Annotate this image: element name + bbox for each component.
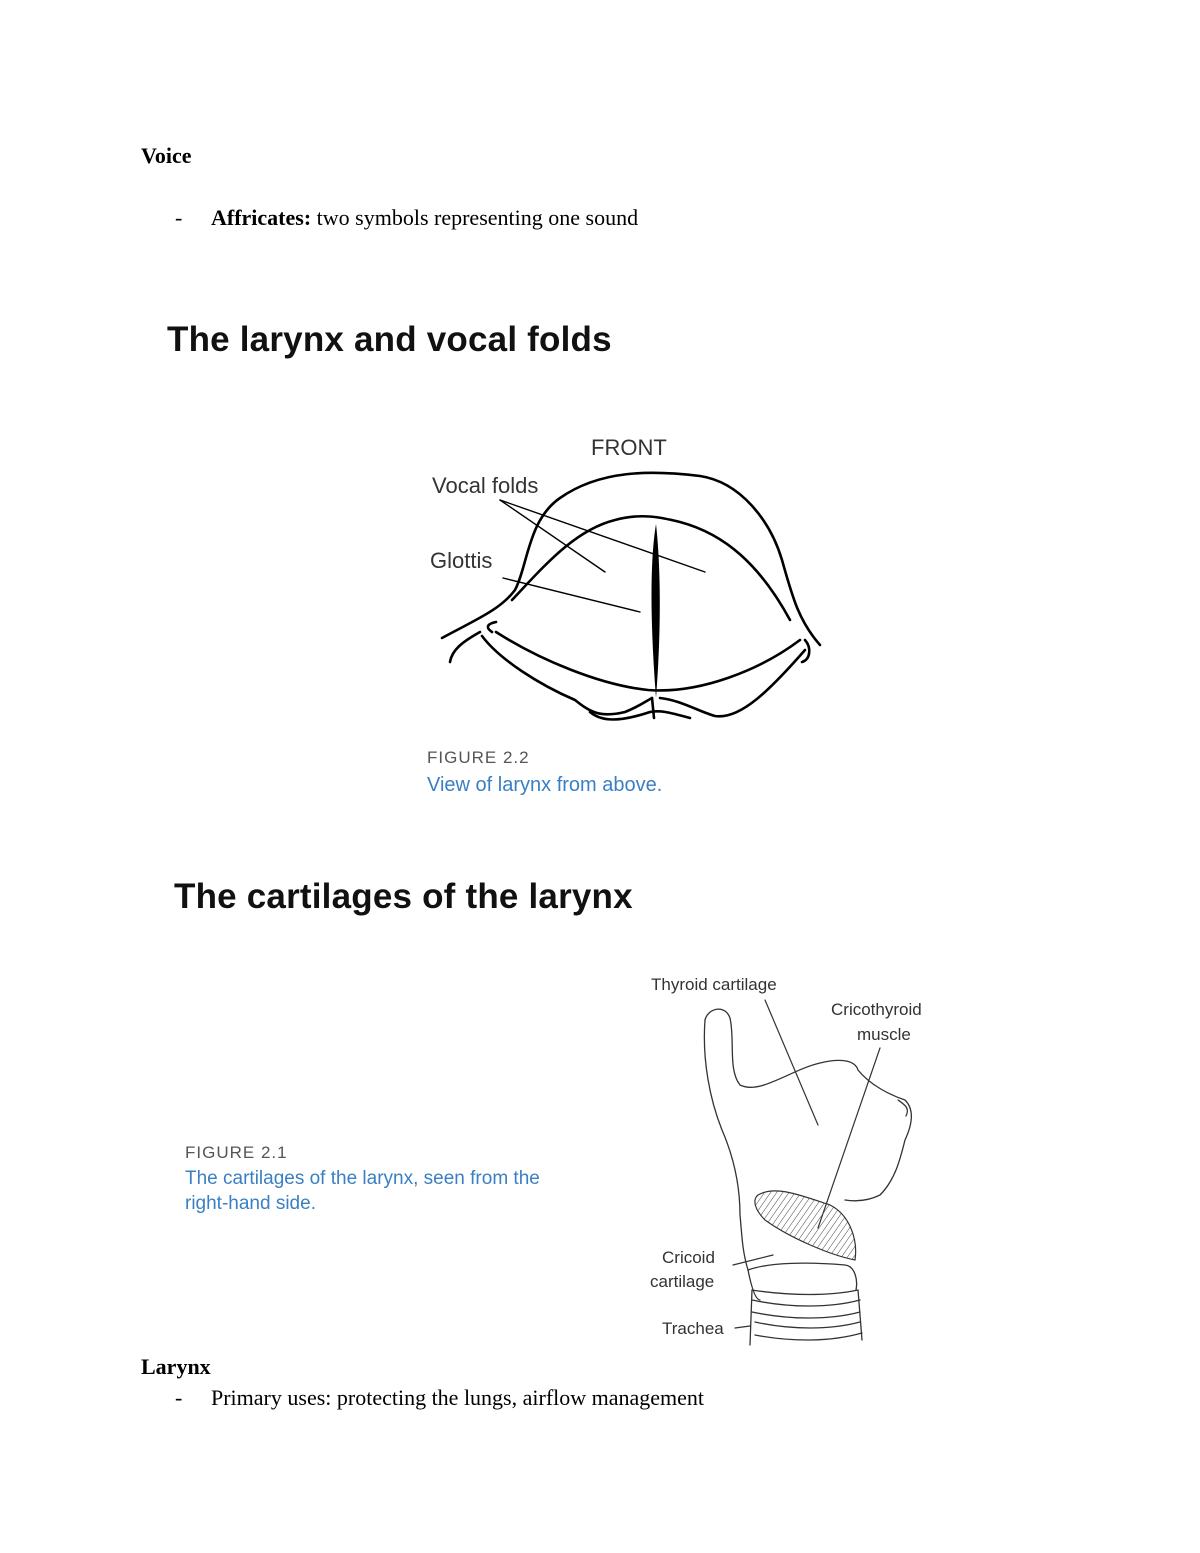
front-label: FRONT [591,435,667,460]
cricothyroid-muscle-shape [755,1191,856,1260]
cricoid-label-line1: Cricoid [662,1248,715,1267]
larynx-heading: Larynx [141,1354,211,1379]
vocal-folds-label: Vocal folds [432,473,539,498]
figure-2-1-number: FIGURE 2.1 [185,1143,288,1162]
figure-2-2-number: FIGURE 2.2 [427,748,530,767]
voice-heading: Voice [141,143,192,168]
trachea-ring [752,1290,858,1295]
figure-2-2-caption: View of larynx from above. [427,774,663,796]
thyroid-cartilage-label: Thyroid cartilage [651,975,777,994]
cricothyroid-label-line2: muscle [857,1025,911,1044]
trachea-label: Trachea [662,1319,724,1338]
cricoid-cartilage-outline [748,1263,857,1290]
cartilages-figure-title: The cartilages of the larynx [174,877,633,916]
cricoid-label-line2: cartilage [650,1272,715,1291]
bullet-dash: - [175,205,183,230]
bullet-dash: - [175,1385,183,1410]
figure-2-1-caption-line1: The cartilages of the larynx, seen from the [185,1168,540,1189]
affricates-term: Affricates: [211,205,312,230]
larynx-uses-text: Primary uses: protecting the lungs, airflow management [211,1385,705,1410]
larynx-uses-bullet [175,1385,704,1411]
cricothyroid-label-line1: Cricothyroid [831,1000,922,1019]
figure-2-1-caption-line2: right-hand side. [185,1193,316,1214]
glottis-label: Glottis [430,548,493,573]
vocal-folds-figure-title: The larynx and vocal folds [167,320,612,359]
affricates-definition: two symbols representing one sound [311,205,639,230]
